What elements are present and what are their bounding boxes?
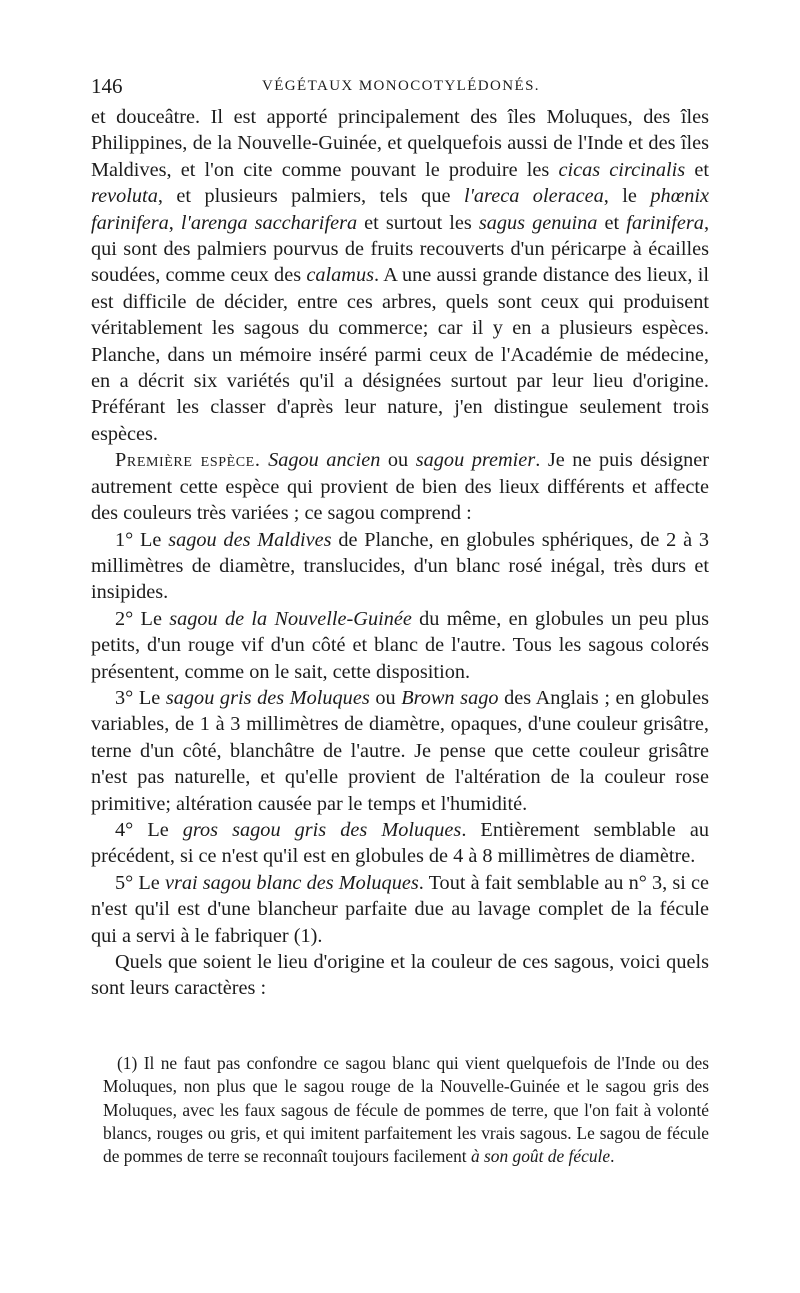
list-item-4: 4° Le gros sagou gris des Moluques. Entièrement semblable au précédent, si ce n'est qu'il est en globules de 4 à 8 millimètres de diamètre. <box>91 818 710 868</box>
list-item-2: 2° Le sagou de la Nouvelle-Guinée du même, en globules un peu plus petits, d'un rouge vif d'un côté et blanc de l'autre. Tous les sagous colorés présentent, comme on le sait, cette disposition. <box>91 607 710 683</box>
paragraph-first-species: Première espèce. Sagou ancien ou sagou premier. Je ne puis désigner autrement cette espèce qui provient de bien des lieux différents et affecte des couleurs très variées ; ce sagou comprend : <box>91 449 710 525</box>
main-text <box>91 104 709 1002</box>
footnote-text: (1) Il ne faut pas confondre ce sagou blanc qui vient quelquefois de l'Inde ou des Moluques, non plus que le sagou rouge de la Nouvelle-Guinée et le sagou gris des Moluques, avec les faux sagous de fécule de pommes de terre, que l'on fait à volonté blancs, rouges ou gris, et qui imitent parfaitement les vrais sagous. Le sagou de fécule de pommes de terre se reconnaît toujours facilement à son goût de fécule. <box>103 1053 709 1167</box>
list-item-1: 1° Le sagou des Maldives de Planche, en globules sphériques, de 2 à 3 millimètres de diamètre, translucides, d'un blanc rosé inégal, très durs et insipides. <box>91 528 710 604</box>
page-number: 146 <box>91 74 123 98</box>
paragraph-intro: et douceâtre. Il est apporté principalement des îles Moluques, des îles Philippines, de la Nouvelle-Guinée, et quelquefois aussi de l'Inde et des îles Maldives, et l'on cite comme pouvant le produire les cicas circinalis et revoluta, et plusieurs palmiers, tels que l'areca oleracea, le phœnix farinifera, l'arenga saccharifera et surtout les sagus genuina et farinifera, qui sont des palmiers pourvus de fruits recouverts d'un péricarpe à écailles soudées, comme ceux des calamus. A une aussi grande distance des lieux, il est difficile de décider, entre ces arbres, quels sont ceux qui produisent véritablement les sagous du commerce; car il y en a plusieurs espèces. Planche, dans un mémoire inséré parmi ceux de l'Académie de médecine, en a décrit six variétés qu'il a désignées surtout par leur lieu d'origine. Préférant les classer d'après leur nature, j'en distingue seulement trois espèces. <box>91 106 710 445</box>
section-heading: Première espèce. <box>115 449 261 472</box>
running-title: VÉGÉTAUX MONOCOTYLÉDONÉS. <box>262 78 540 94</box>
page-header <box>91 72 711 102</box>
list-item-5: 5° Le vrai sagou blanc des Moluques. Tout à fait semblable au n° 3, si ce n'est qu'il est d'une blancheur parfaite due au lavage complet de la fécule qui a servi à le fabriquer (1). <box>91 871 709 947</box>
footnote <box>103 1052 709 1168</box>
paragraph-closing: Quels que soient le lieu d'origine et la couleur de ces sagous, voici quels sont leurs caractères : <box>91 951 709 1000</box>
list-item-3: 3° Le sagou gris des Moluques ou Brown sago des Anglais ; en globules variables, de 1 à 3 millimètres de diamètre, opaques, d'une couleur grisâtre, terne d'un côté, blanchâtre de l'autre. Je pense que cette couleur grisâtre n'est pas naturelle, et qu'elle provient de l'altération de la couleur rose primitive; altération causée par le temps et l'humidité. <box>91 686 710 815</box>
